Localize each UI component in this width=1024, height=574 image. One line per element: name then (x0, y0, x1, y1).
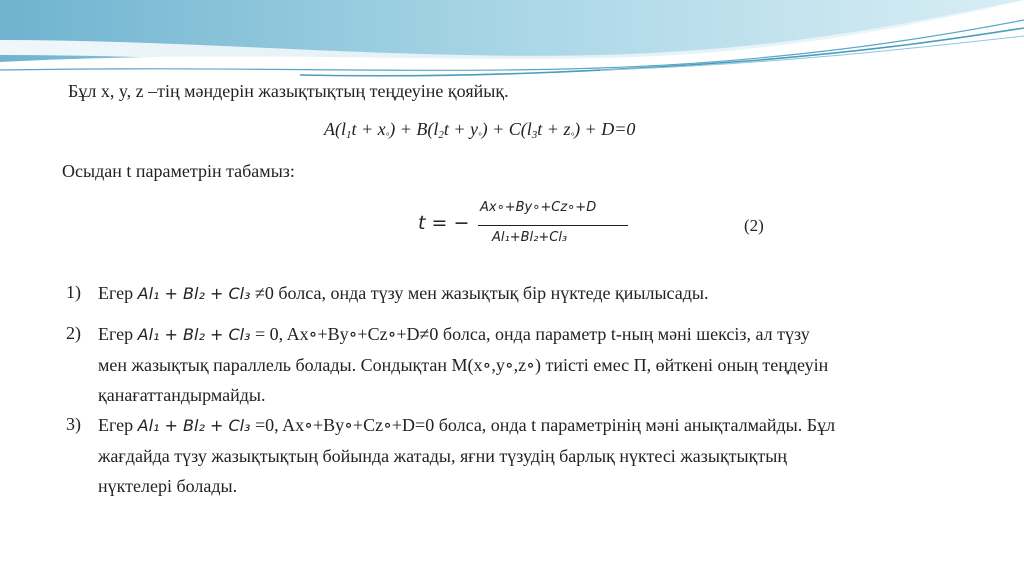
formula-numerator: Ax∘+By∘+Cz∘+D (480, 200, 597, 215)
list-item (98, 410, 978, 501)
plane-substitution-equation (324, 118, 635, 147)
math-expression: Al₁ + Bl₂ + Cl₃ (137, 284, 251, 303)
eq-part: ) + C(l (481, 119, 532, 139)
eq-subscript: 1 (346, 129, 352, 141)
eq-part: ) + D=0 (574, 119, 636, 139)
list-item-line (98, 278, 978, 309)
equation-number: (2) (744, 216, 764, 235)
list-item-line: мен жазықтық параллель болады. Сондықтан M(x∘,y∘,z∘) тиісті емес П, өйткені оның теңдеуін (98, 355, 829, 375)
formula-denominator: Al₁+Bl₂+Cl₃ (492, 230, 568, 245)
eq-subscript: ° (385, 131, 390, 141)
eq-part: t + z (537, 119, 571, 139)
list-item-line: жағдайда түзу жазықтықтың бойында жатады, яғни түзудің барлық нүктесі жазықтықтың (98, 446, 787, 466)
list-item-line (98, 410, 978, 441)
find-parameter-text: Осыдан t параметрін табамыз: (62, 161, 295, 181)
text-run: Егер (98, 283, 138, 303)
list-item (98, 319, 978, 410)
eq-subscript: ° (478, 131, 482, 141)
list-item-line: нүктелері болады. (98, 476, 238, 496)
list-item-line (98, 319, 978, 350)
math-expression: Al₁ + Bl₂ + Cl₃ (137, 416, 251, 435)
fraction-bar (478, 225, 628, 226)
text-run: = 0, Ax∘+By∘+Cz∘+D≠0 болса, онда параметр t-ның мәні шексіз, ал түзу (250, 324, 810, 344)
eq-subscript: 3 (531, 129, 538, 141)
eq-part: ) + B(l (389, 119, 439, 139)
list-item-number: 1) (66, 282, 81, 302)
parameter-t-formula (418, 196, 658, 252)
math-expression: Al₁ + Bl₂ + Cl₃ (137, 325, 251, 344)
list-item-number: 3) (66, 414, 81, 434)
list-item-line: қанағаттандырмайды. (98, 385, 266, 405)
text-run: =0, Ax∘+By∘+Cz∘+D=0 болса, онда t параметрінің мәні анықталмайды. Бұл (250, 415, 836, 435)
text-run: Егер (98, 415, 138, 435)
list-item-number: 2) (66, 323, 81, 343)
eq-subscript: 2 (438, 129, 444, 141)
eq-part: A(l (324, 119, 346, 139)
eq-part: t + x (351, 119, 386, 139)
text-run: ≠0 болса, онда түзу мен жазықтық бір нүктеде қиылысады. (250, 283, 709, 303)
eq-subscript: ° (570, 131, 575, 141)
eq-part: t + y (443, 119, 479, 139)
formula-lhs: t = − (418, 212, 470, 234)
list-item (98, 278, 978, 309)
text-run: Егер (98, 324, 138, 344)
intro-text: Бұл x, y, z –тің мәндерін жазықтықтың теңдеуіне қояйық. (68, 81, 509, 101)
